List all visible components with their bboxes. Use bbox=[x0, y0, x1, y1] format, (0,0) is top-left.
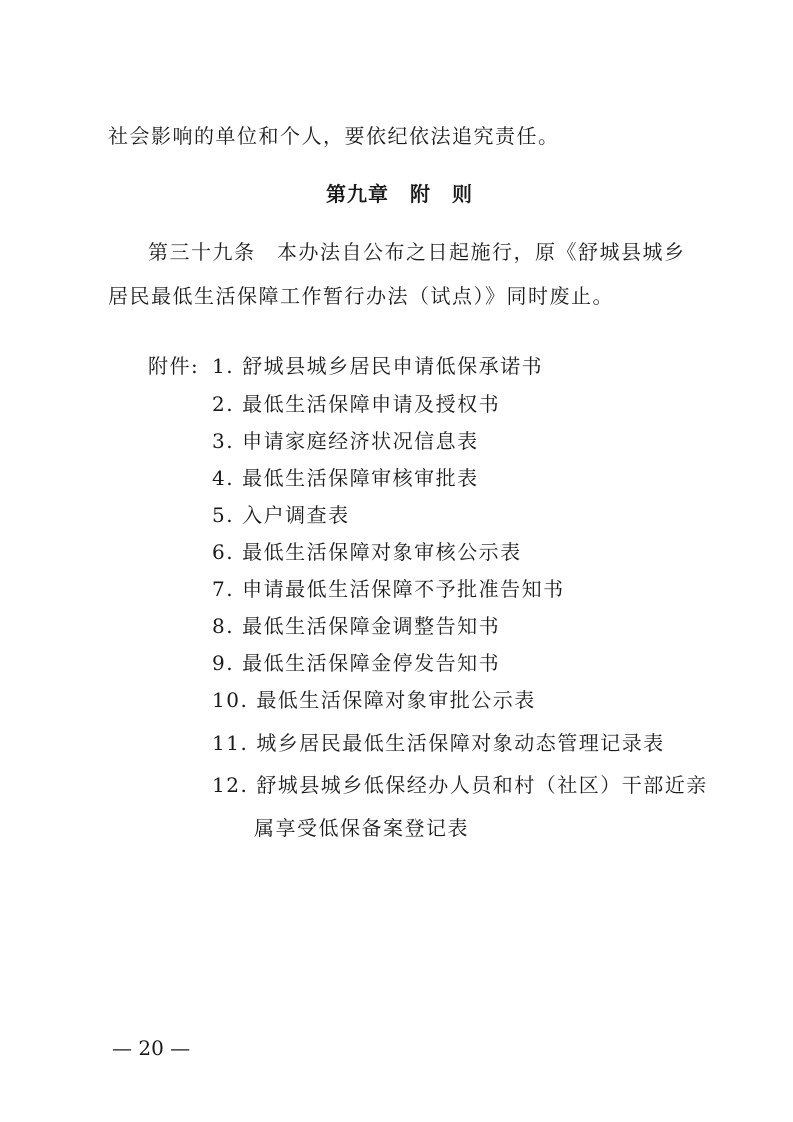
attachment-item-4 bbox=[212, 464, 479, 492]
article-39-line-2: 居民最低生活保障工作暂行办法（试点）》同时废止。 bbox=[108, 284, 614, 308]
attachment-item-9 bbox=[212, 649, 500, 677]
attachment-number: 1. bbox=[212, 354, 235, 378]
attachment-item-11 bbox=[212, 729, 665, 757]
attachment-title: 最低生活保障金停发告知书 bbox=[242, 651, 501, 675]
attachment-number: 12. bbox=[212, 773, 249, 797]
attachment-number: 9. bbox=[212, 651, 235, 675]
page-number: — 20 — bbox=[112, 1036, 191, 1060]
chapter-title: 第九章 附 则 bbox=[326, 182, 473, 206]
attachment-title: 入户调查表 bbox=[242, 503, 350, 527]
attachment-number: 6. bbox=[212, 540, 235, 564]
attachment-number: 11. bbox=[212, 731, 249, 755]
attachment-title: 最低生活保障对象审批公示表 bbox=[256, 688, 536, 712]
attachments-label: 附件: bbox=[148, 354, 200, 378]
attachment-item-6 bbox=[212, 538, 522, 566]
attachment-number: 2. bbox=[212, 392, 235, 416]
attachment-title: 舒城县城乡低保经办人员和村（社区）干部近亲 bbox=[256, 773, 708, 797]
article-39-line-1: 第三十九条 本办法自公布之日起施行，原《舒城县城乡 bbox=[148, 240, 686, 264]
attachment-title: 城乡居民最低生活保障对象动态管理记录表 bbox=[256, 731, 665, 755]
paragraph-tail: 社会影响的单位和个人，要依纪依法追究责任。 bbox=[108, 124, 560, 148]
attachment-item-7 bbox=[212, 575, 565, 603]
attachment-number: 8. bbox=[212, 614, 235, 638]
attachment-number: 5. bbox=[212, 503, 235, 527]
attachment-number: 10. bbox=[212, 688, 249, 712]
attachment-title: 最低生活保障审核审批表 bbox=[242, 466, 479, 490]
attachment-number: 7. bbox=[212, 577, 235, 601]
attachment-title: 最低生活保障申请及授权书 bbox=[242, 392, 501, 416]
attachment-title: 申请家庭经济状况信息表 bbox=[242, 429, 479, 453]
attachment-number: 3. bbox=[212, 429, 235, 453]
attachment-item-1 bbox=[212, 352, 543, 380]
attachment-item-8 bbox=[212, 612, 500, 640]
attachment-item-10 bbox=[212, 686, 536, 714]
attachment-item-12-continued: 属享受低保备案登记表 bbox=[254, 816, 469, 840]
attachment-number: 4. bbox=[212, 466, 235, 490]
attachment-title: 最低生活保障金调整告知书 bbox=[242, 614, 501, 638]
attachment-title: 申请最低生活保障不予批准告知书 bbox=[242, 577, 565, 601]
attachment-item-12 bbox=[212, 771, 708, 799]
attachment-item-5 bbox=[212, 501, 350, 529]
attachment-item-3 bbox=[212, 427, 479, 455]
attachment-title: 舒城县城乡居民申请低保承诺书 bbox=[242, 354, 544, 378]
attachment-title: 最低生活保障对象审核公示表 bbox=[242, 540, 522, 564]
attachment-item-2 bbox=[212, 390, 500, 418]
